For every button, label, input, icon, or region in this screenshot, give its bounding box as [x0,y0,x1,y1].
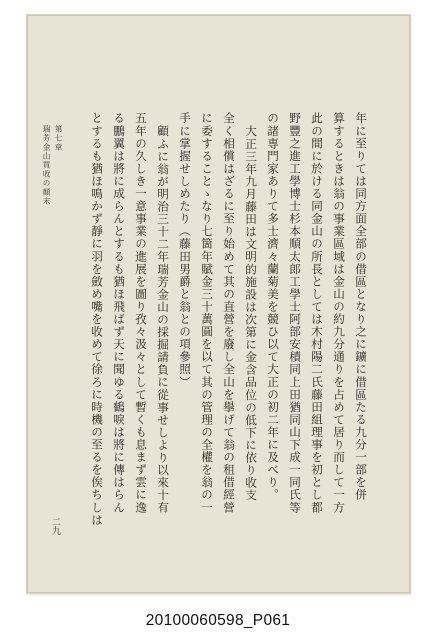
running-header-chapter: 第七章 [54,125,63,152]
text-line: 五年の久しき一意事業の進展を圖り孜々汲々として暫くも息まず雲に逸 [134,112,148,514]
document-page [27,15,410,593]
text-line: 手に掌握せしめたり（藤田男爵と翁との項參照） [178,112,192,389]
text-line: 大正三年九月藤田は文明的施設は次第に金含品位の低下に依り收支 [244,125,258,502]
body-text [27,15,410,593]
text-line: 全く相償はざるに至り始めて其の直營を廢し全山を擧げて翁の租借經營 [222,112,236,514]
text-line: る鵬翼は將に成らんとするも猶ほ飛ばず天に聞ゆる鶴唳は將に傳はらん [112,112,126,514]
text-line: 顧ふに翁が明治三十二年瑞芳金山の採掘請負に從事せしより以來十有 [156,125,170,515]
text-line: とするも猶ほ鳴かず靜に羽を斂め嘴を收めて徐ろに時機の至るを俟ちしは [90,112,104,527]
image-caption: 20100060598_P061 [145,612,291,629]
text-line: 此の間に於ける同金山の所長としては木村陽二氏藤田組理事を初とし都 [310,112,324,514]
text-line: 野豐之進工學博士杉本順太郎工學士阿部安積同上田猶同山下成一同氏等 [288,112,302,514]
text-line: 算するときは翁の事業區域は金山の約九分通りを占めて居り而して一方 [332,112,346,514]
text-line: の諸専門家ありて多士濟々蘭菊美を競ひ以て大正の初二年に及べり。 [266,112,280,502]
text-line: 年に至りては同方面全部の借區となり之に鑛に借區たる九分一部を併 [354,112,368,502]
running-header-title: 瑞芳金山買收の顛末 [42,125,51,206]
page-number: 二九 [50,517,60,535]
text-line: に委することゝなり七箇年賦金三十萬圓を以て其の管理の全權を翁の一 [200,112,214,514]
